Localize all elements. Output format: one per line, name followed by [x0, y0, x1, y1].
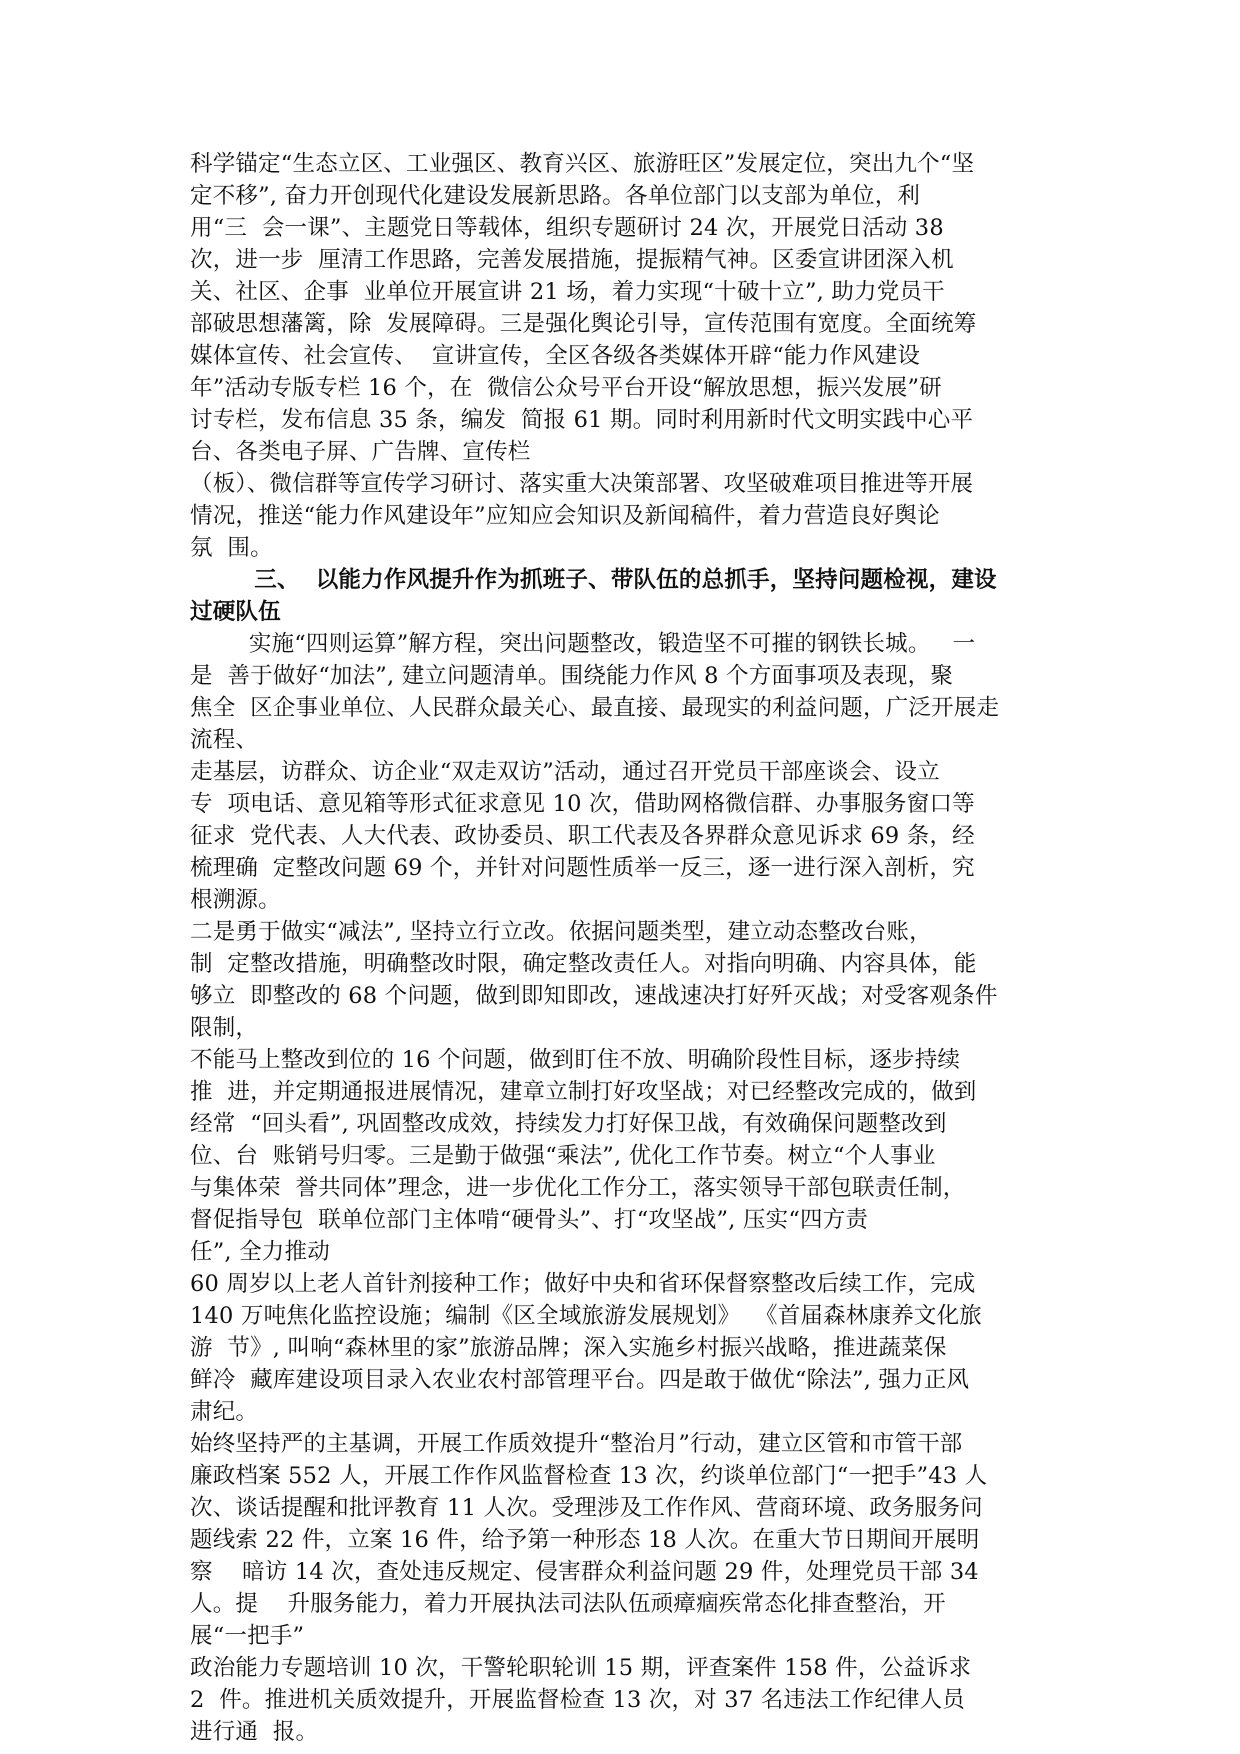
paragraph-line: 进行通 报。 — [190, 1719, 319, 1745]
paragraph-line: 140 万吨焦化监控设施；编制《区全域旅游发展规划》 《首届森林康养文化旅 — [190, 1303, 983, 1329]
paragraph-line: 察 暗访 14 次，查处违反规定、侵害群众利益问题 29 件，处理党员干部 34 — [190, 1559, 979, 1585]
paragraph-line: 不能马上整改到位的 16 个问题，做到盯住不放、明确阶段性目标，逐步持续 — [190, 1047, 961, 1073]
paragraph-line: 专 项电话、意见箱等形式征求意见 10 次，借助网格微信群、办事服务窗口等 — [190, 791, 975, 817]
paragraph-line: 二是勇于做实“减法”, 坚持立行立改。依据问题类型，建立动态整改台账， — [190, 919, 932, 945]
paragraph-line: 年”活动专版专栏 16 个，在 微信公众号平台开设“解放思想，振兴发展”研 — [190, 375, 942, 401]
paragraph-line: 焦全 区企事业单位、人民群众最关心、最直接、最现实的利益问题，广泛开展走 — [190, 695, 1000, 721]
paragraph-line: 科学锚定“生态立区、工业强区、教育兴区、旅游旺区”发展定位，突出九个“坚 — [190, 151, 975, 177]
paragraph-line: 氛 围。 — [190, 535, 273, 561]
paragraph-line: 次，进一步 厘清工作思路，完善发展措施，提振精气神。区委宣讲团深入机 — [190, 247, 954, 273]
section-heading-line: 过硬队伍 — [190, 599, 281, 625]
paragraph-line: 廉政档案 552 人，开展工作作风监督检查 13 次，约谈单位部门“一把手”43 人 — [190, 1463, 988, 1489]
paragraph-line: 讨专栏，发布信息 35 条，编发 简报 61 期。同时利用新时代文明实践中心平 — [190, 407, 974, 433]
paragraph-line: 位、台 账销号归零。三是勤于做强“乘法”, 优化工作节奏。树立“个人事业 — [190, 1143, 936, 1169]
section-heading-line: 三、 以能力作风提升作为抓班子、带队伍的总抓手，坚持问题检视，建设 — [190, 567, 997, 593]
paragraph-line: 制 定整改措施，明确整改时限，确定整改责任人。对指向明确、内容具体，能 — [190, 951, 977, 977]
paragraph-line: 媒体宣传、社会宣传、 宣讲宣传，全区各级各类媒体开辟“能力作风建设 — [190, 343, 921, 369]
paragraph-line: 台、各类电子屏、广告牌、宣传栏 — [190, 439, 531, 465]
paragraph-line: 关、社区、企事 业单位开展宣讲 21 场，着力实现“十破十立”, 助力党员干 — [190, 279, 945, 305]
paragraph-line: 与集体荣 誉共同体”理念，进一步优化工作分工，落实领导干部包联责任制， — [190, 1175, 966, 1201]
paragraph-line: 用“三 会一课”、主题党日等载体，组织专题研讨 24 次，开展党日活动 38 — [190, 215, 944, 241]
paragraph-line: 推 进，并定期通报进展情况，建章立制打好攻坚战；对已经整改完成的，做到 — [190, 1079, 977, 1105]
paragraph-line: 限制， — [190, 1015, 259, 1041]
paragraph-line: 经常 “回头看”, 巩固整改成效，持续发力打好保卫战，有效确保问题整改到 — [190, 1111, 947, 1137]
paragraph-line: 题线索 22 件，立案 16 件，给予第一种形态 18 人次。在重大节日期间开展明 — [190, 1527, 980, 1553]
paragraph-line: 60 周岁以上老人首针剂接种工作；做好中央和省环保督察整改后续工作，完成 — [190, 1271, 976, 1297]
paragraph-line: 2 件。推进机关质效提升，开展监督检查 13 次，对 37 名违法工作纪律人员 — [190, 1687, 965, 1713]
paragraph-line: 征求 党代表、人大代表、政协委员、职工代表及各界群众意见诉求 69 条，经 — [190, 823, 975, 849]
paragraph-line: 流程、 — [190, 727, 259, 753]
paragraph-line: 实施“四则运算”解方程，突出问题整改，锻造坚不可摧的钢铁长城。 一 — [190, 631, 976, 657]
paragraph-line: 次、谈话提醒和批评教育 11 人次。受理涉及工作作风、营商环境、政务服务问 — [190, 1495, 983, 1521]
paragraph-line: 是 善于做好“加法”, 建立问题清单。围绕能力作风 8 个方面事项及表现，聚 — [190, 663, 954, 689]
paragraph-line: 始终坚持严的主基调，开展工作质效提升“整治月”行动，建立区管和市管干部 — [190, 1431, 963, 1457]
paragraph-line: 鲜冷 藏库建设项目录入农业农村部管理平台。四是敢于做优“除法”, 强力正风 — [190, 1367, 970, 1393]
paragraph-line: 梳理确 定整改问题 69 个，并针对问题性质举一反三，逐一进行深入剖析，究 — [190, 855, 975, 881]
paragraph-line: 走基层，访群众、访企业“双走双访”活动，通过召开党员干部座谈会、设立 — [190, 759, 940, 785]
paragraph-line: （板）、微信群等宣传学习研讨、落实重大决策部署、攻坚破难项目推进等开展 — [190, 471, 974, 497]
paragraph-line: 游 节》, 叫响“森林里的家”旅游品牌；深入实施乡村振兴战略，推进蔬菜保 — [190, 1335, 947, 1361]
paragraph-line: 任”, 全力推动 — [190, 1239, 330, 1265]
paragraph-line: 根溯源。 — [190, 887, 281, 913]
paragraph-line: 情况，推送“能力作风建设年”应知应会知识及新闻稿件，着力营造良好舆论 — [190, 503, 940, 529]
paragraph-line: 够立 即整改的 68 个问题，做到即知即改，速战速决打好歼灭战；对受客观条件 — [190, 983, 998, 1009]
paragraph-line: 定不移”, 奋力开创现代化建设发展新思路。各单位部门以支部为单位，利 — [190, 183, 921, 209]
paragraph-line: 人。提 升服务能力，着力开展执法司法队伍顽瘴痼疾常态化排查整治，开 — [190, 1591, 946, 1617]
document-page — [190, 148, 1080, 1748]
paragraph-line: 肃纪。 — [190, 1399, 259, 1425]
paragraph-line: 督促指导包 联单位部门主体啃“硬骨头”、打“攻坚战”, 压实“四方责 — [190, 1207, 869, 1233]
paragraph-line: 政治能力专题培训 10 次，干警轮职轮训 15 期，评查案件 158 件，公益诉求 — [190, 1655, 972, 1681]
paragraph-line: 部破思想藩篱，除 发展障碍。三是强化舆论引导，宣传范围有宽度。全面统筹 — [190, 311, 977, 337]
paragraph-line: 展“一把手” — [190, 1623, 305, 1649]
